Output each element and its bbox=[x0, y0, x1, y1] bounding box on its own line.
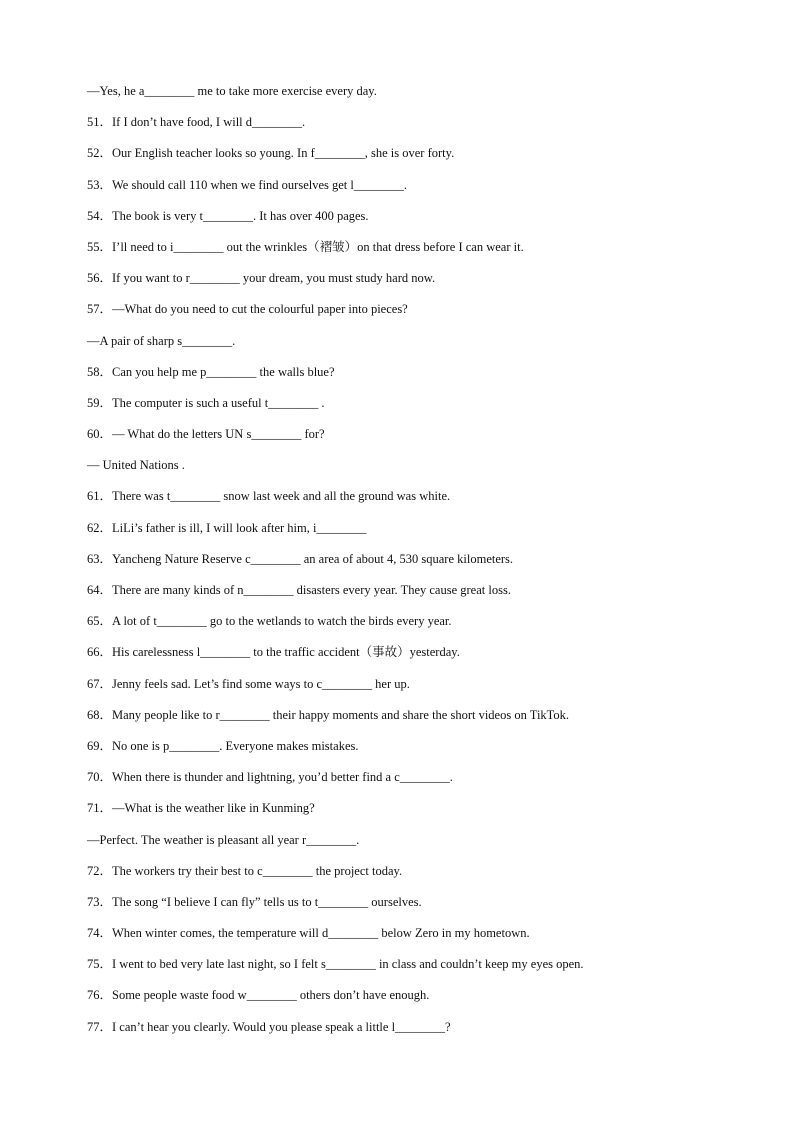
exercise-line: 68．Many people like to r________ their happy moments and share the short videos on TikTok. bbox=[87, 707, 570, 722]
exercise-line: 64．There are many kinds of n________ disasters every year. They cause great loss. bbox=[87, 583, 511, 597]
exercise-line: —A pair of sharp s________. bbox=[87, 333, 236, 348]
exercise-line: 53．We should call 110 when we find ourselves get l________. bbox=[87, 177, 408, 192]
exercise-line: 73．The song “I believe I can fly” tells us to t________ ourselves. bbox=[87, 894, 422, 909]
exercise-line: 76．Some people waste food w________ others don’t have enough. bbox=[87, 988, 430, 1003]
exercise-line: 71．—What is the weather like in Kunming? bbox=[87, 801, 315, 816]
exercise-line: 54．The book is very t________. It has over 400 pages. bbox=[87, 208, 369, 223]
exercise-line: 72．The workers try their best to c________ the project today. bbox=[87, 863, 403, 878]
exercise-line: 66．His carelessness l________ to the traffic accident（事故）yesterday. bbox=[87, 645, 460, 660]
exercise-line: 70．When there is thunder and lightning, you’d better find a c________. bbox=[87, 770, 453, 785]
exercise-line: —Yes, he a________ me to take more exercise every day. bbox=[87, 84, 377, 98]
exercise-line: 51．If I don’t have food, I will d________. bbox=[87, 115, 306, 130]
exercise-line: 55．I’ll need to i________ out the wrinkles（褶皱）on that dress before I can wear it. bbox=[87, 239, 524, 254]
exercise-line: 75．I went to bed very late last night, so I felt s________ in class and couldn’t keep my eyes open. bbox=[87, 957, 584, 972]
exercise-line: 60．— What do the letters UN s________ for? bbox=[87, 427, 325, 442]
exercise-line: —Perfect. The weather is pleasant all year r________. bbox=[87, 832, 360, 847]
exercise-line: 62．LiLi’s father is ill, I will look after him, i________ bbox=[87, 520, 367, 535]
exercise-line: 61．There was t________ snow last week and all the ground was white. bbox=[87, 489, 451, 504]
exercise-line: 65．A lot of t________ go to the wetlands to watch the birds every year. bbox=[87, 614, 452, 629]
exercise-line: 58．Can you help me p________ the walls blue? bbox=[87, 364, 335, 379]
exercise-line: 67．Jenny feels sad. Let’s find some ways to c________ her up. bbox=[87, 676, 410, 691]
exercise-line: 69．No one is p________. Everyone makes mistakes. bbox=[87, 738, 359, 753]
exercise-line: — United Nations . bbox=[87, 458, 185, 473]
exercise-line: 56．If you want to r________ your dream, you must study hard now. bbox=[87, 271, 436, 286]
exercise-line: 63．Yancheng Nature Reserve c________ an area of about 4, 530 square kilometers. bbox=[87, 551, 514, 566]
exercise-line: 57．—What do you need to cut the colourful paper into pieces? bbox=[87, 302, 408, 317]
exercise-line: 74．When winter comes, the temperature will d________ below Zero in my hometown. bbox=[87, 926, 530, 941]
exercise-list bbox=[87, 80, 767, 1047]
exercise-line: 52．Our English teacher looks so young. In f________, she is over forty. bbox=[87, 146, 455, 161]
exercise-line: 59．The computer is such a useful t________ . bbox=[87, 395, 325, 410]
exercise-line: 77．I can’t hear you clearly. Would you please speak a little l________? bbox=[87, 1019, 451, 1034]
